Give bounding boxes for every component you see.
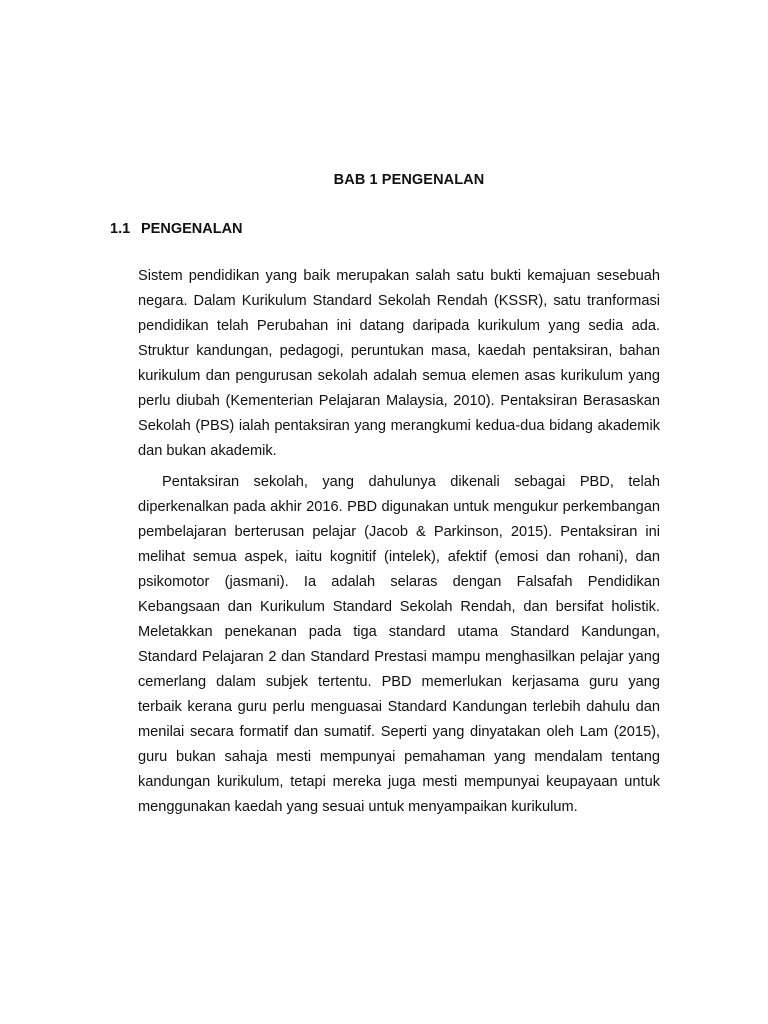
chapter-title: BAB 1 PENGENALAN	[333, 172, 485, 188]
paragraph-text: Sistem pendidikan yang baik merupakan salah satu bukti kemajuan sesebuah negara. Dalam Kurikulum Standard Sekolah Rendah (KSSR), satu tranformasi pendidikan telah Perubahan ini datang daripada kurikulum yang sedia ada. Struktur kandungan, pedagogi, peruntukan masa, kaedah pentaksiran, bahan kurikulum dan pengurusan sekolah adalah semua elemen asas kurikulum yang perlu diubah (Kementerian Pelajaran Malaysia, 2010). Pentaksiran Berasaskan Sekolah (PBS) ialah pentaksiran yang merangkumi kedua-dua bidang akademik dan bukan akademik.	[138, 268, 660, 459]
section-title: PENGENALAN	[141, 221, 243, 237]
section-heading	[110, 219, 243, 239]
section-number: 1.1	[110, 221, 131, 237]
paragraph	[138, 264, 660, 464]
paragraph	[138, 470, 660, 820]
paragraph-text: Pentaksiran sekolah, yang dahulunya dikenali sebagai PBD, telah diperkenalkan pada akhir 2016. PBD digunakan untuk mengukur perkembangan pembelajaran berterusan pelajar (Jacob & Parkinson, 2015). Pentaksiran ini melihat semua aspek, iaitu kognitif (intelek), afektif (emosi dan rohani), dan psikomotor (jasmani). Ia adalah selaras dengan Falsafah Pendidikan Kebangsaan dan Kurikulum Standard Sekolah Rendah, dan bersifat holistik. Meletakkan penekanan pada tiga standard utama Standard Kandungan, Standard Pelajaran 2 dan Standard Prestasi mampu menghasilkan pelajar yang cemerlang dalam subjek tertentu. PBD memerlukan kerjasama guru yang terbaik kerana guru perlu menguasai Standard Kandungan terlebih dahulu dan menilai secara formatif dan sumatif. Seperti yang dinyatakan oleh Lam (2015), guru bukan sahaja mesti mempunyai pemahaman yang mendalam tentang kandungan kurikulum, tetapi mereka juga mesti mempunyai keupayaan untuk menggunakan kaedah yang sesuai untuk menyampaikan kurikulum.	[138, 474, 660, 815]
